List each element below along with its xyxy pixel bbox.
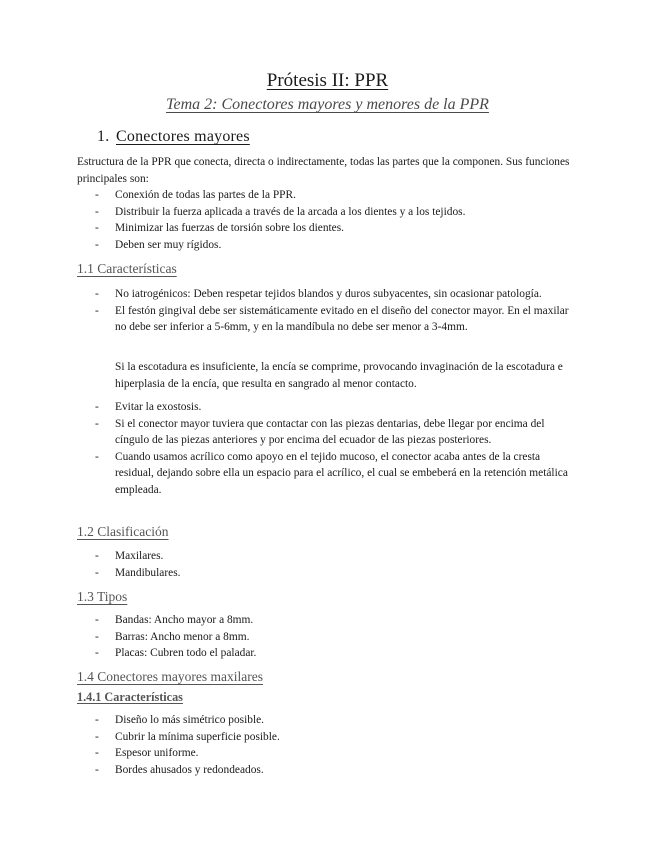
- bullet-dash: -: [95, 417, 99, 430]
- heading-clasificacion: 1.2 Clasificación: [77, 524, 169, 539]
- list-item-text: Maxilares.: [115, 550, 164, 562]
- bullet-dash: -: [95, 401, 99, 413]
- list-item: [0, 565, 575, 582]
- list-item: [0, 303, 575, 336]
- list-item: [0, 629, 575, 646]
- list-item: [0, 645, 575, 662]
- list-item-text: Espesor uniforme.: [115, 747, 199, 760]
- document-title: Prótesis II: PPR: [266, 70, 389, 91]
- bullet-dash: -: [95, 763, 99, 776]
- list-item: [0, 286, 575, 303]
- functions-list: [0, 187, 655, 253]
- list-item: [0, 220, 575, 237]
- list-item: [0, 612, 575, 629]
- heading-tipos: 1.3 Tipos: [77, 589, 128, 604]
- bullet-dash: -: [95, 189, 99, 201]
- bullet-dash: -: [95, 288, 99, 300]
- list-item: [0, 237, 575, 254]
- escotadura-note: Si la escotadura es insuficiente, la encía se comprime, provocando invaginación de la escotadura e hiperplasia de la encía, que resulta en sangrado al menor contacto.: [115, 361, 563, 390]
- list-item: [0, 548, 575, 565]
- bullet-dash: -: [95, 450, 99, 463]
- list-item-text: Distribuir la fuerza aplicada a través de la arcada a los dientes y a los tejidos.: [115, 205, 466, 218]
- bullet-dash: -: [95, 566, 99, 579]
- list-item: [0, 729, 575, 746]
- bullet-dash: -: [95, 304, 99, 317]
- heading-caracteristicas: 1.1 Características: [77, 261, 177, 276]
- list-item-text: Bordes ahusados y redondeados.: [115, 763, 264, 776]
- list-item-text: Barras: Ancho menor a 8mm.: [115, 630, 250, 643]
- bullet-dash: -: [95, 647, 99, 660]
- bullet-dash: -: [95, 614, 99, 626]
- list-item-text: Diseño lo más simétrico posible.: [115, 714, 265, 726]
- section-number: 1.: [97, 128, 110, 145]
- bullet-dash: -: [95, 747, 99, 760]
- list-item: [0, 745, 575, 762]
- list-item: [0, 399, 575, 416]
- document-subtitle: Tema 2: Conectores mayores y menores de la PPR: [166, 96, 489, 113]
- list-item-text: Mandibulares.: [115, 566, 181, 579]
- tipos-list: [0, 612, 655, 662]
- bullet-dash: -: [95, 238, 99, 251]
- list-item-text: Si el conector mayor tuviera que contactar con las piezas dentarias, debe llegar por encima del cíngulo de las piezas anteriores y por encima del ecuador de las piezas posteriores.: [115, 417, 545, 447]
- caracteristicas-list-b: [0, 399, 655, 499]
- bullet-dash: -: [95, 630, 99, 643]
- list-item-text: No iatrogénicos: Deben respetar tejidos blandos y duros subyacentes, sin ocasionar patología.: [115, 288, 542, 300]
- bullet-dash: -: [95, 550, 99, 562]
- maxilares-list: [0, 712, 655, 778]
- list-item: [0, 712, 575, 729]
- list-item-text: Cuando usamos acrílico como apoyo en el tejido mucoso, el conector acaba antes de la cresta residual, dejando sobre ella un espacio para el acrílico, el cual se embeberá en la retención metálica empleada.: [115, 450, 568, 496]
- list-item-text: Conexión de todas las partes de la PPR.: [115, 189, 296, 201]
- clasificacion-list: [0, 548, 655, 581]
- list-item: [0, 449, 575, 499]
- bullet-dash: -: [95, 205, 99, 218]
- list-item-text: Minimizar las fuerzas de torsión sobre los dientes.: [115, 222, 345, 235]
- list-item-text: Bandas: Ancho mayor a 8mm.: [115, 614, 254, 626]
- list-item: [0, 187, 575, 204]
- bullet-dash: -: [95, 714, 99, 726]
- heading-conectores-maxilares: 1.4 Conectores mayores maxilares: [77, 669, 263, 684]
- heading-caracteristicas-maxilares: 1.4.1 Características: [77, 690, 183, 704]
- intro-paragraph: Estructura de la PPR que conecta, directa o indirectamente, todas las partes que la componen. Sus funciones principales son:: [77, 156, 570, 185]
- list-item-text: Evitar la exostosis.: [115, 401, 202, 413]
- list-item-text: Cubrir la mínima superficie posible.: [115, 730, 280, 743]
- list-item: [0, 762, 575, 779]
- list-item-text: Deben ser muy rígidos.: [115, 238, 222, 251]
- list-item-text: Placas: Cubren todo el paladar.: [115, 647, 257, 660]
- list-item: [0, 204, 575, 221]
- bullet-dash: -: [95, 222, 99, 235]
- caracteristicas-list-a: [0, 286, 655, 336]
- list-item: [0, 416, 575, 449]
- list-item-text: El festón gingival debe ser sistemáticamente evitado en el diseño del conector mayor. En el maxilar no debe ser inferior a 5-6mm, y en la mandíbula no debe ser menor a 3-4mm.: [115, 304, 569, 334]
- section-heading-text: Conectores mayores: [116, 128, 250, 145]
- bullet-dash: -: [95, 730, 99, 743]
